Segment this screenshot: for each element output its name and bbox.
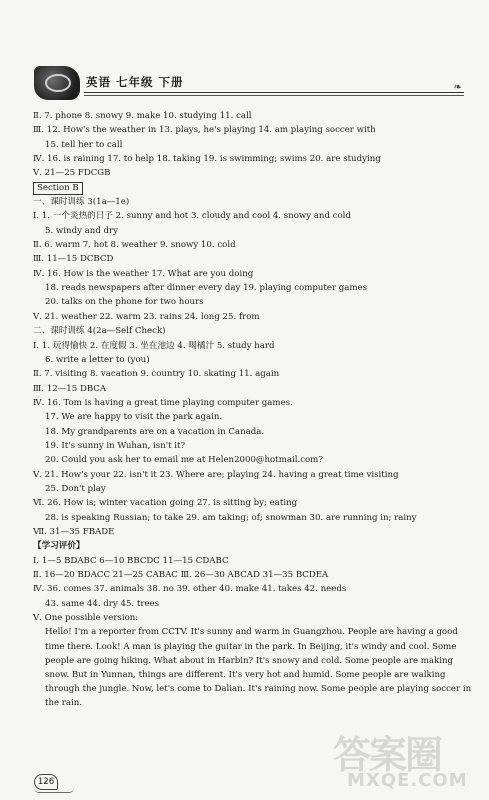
model-passage: Hello! I'm a reporter from CCTV. It's sunny and warm in Guangzhou. People are having a good time there. Look! A man is playing the guitar in the park. In Beijing, it's windy and cool. Some people are going hiking. What about in Harbin? It's snowy and cold. Some people are making snow. But in Yunnan, things are different. It's very hot and humid. Some people are walking through the jungle. Now, let's come to Dalian. It's raining now. Some people are playing soccer in the rain. xyxy=(45,627,472,709)
answer-line: Ⅳ. 16. is raining 17. to help 18. taking 19. is swimming; swims 20. are studying xyxy=(33,154,381,165)
page-number-decoration xyxy=(34,788,74,793)
answer-line: 20. Could you ask her to email me at Helen2000@hotmail.com? xyxy=(45,455,323,466)
answer-line: Ⅲ. 12—15 DBCA xyxy=(33,383,107,394)
answer-line: Ⅵ. 26. How is; winter vacation going 27. is sitting by; eating xyxy=(33,498,298,509)
header-title: 英语 七年级 下册 xyxy=(86,75,184,89)
answer-line: Ⅶ. 31—35 FBADE xyxy=(33,526,115,537)
answer-line: Ⅰ. 1—5 BDABC 6—10 BBCDC 11—15 CDABC xyxy=(33,555,229,566)
answer-line: Ⅴ. 21. How's your 22. isn't it 23. Where are; playing 24. having a great time visiting xyxy=(33,469,399,480)
answer-line: Ⅲ. 11—15 DCBCD xyxy=(33,254,114,265)
section-label: Section B xyxy=(33,182,83,195)
answer-line: 43. same 44. dry 45. trees xyxy=(45,598,160,609)
leaf-ornament-icon: ❧ xyxy=(453,82,462,93)
answer-line: Ⅳ. 36. comes 37. animals 38. no 39. other 40. make 41. takes 42. needs xyxy=(33,584,347,595)
answer-line: 6. write a letter to (you) xyxy=(45,354,150,365)
watermark-logo xyxy=(333,724,483,794)
answer-line: Ⅲ. 12. How's the weather in 13. plays, he's playing 14. am playing soccer with xyxy=(33,125,376,136)
answer-content xyxy=(33,109,473,711)
answer-line: 28. is speaking Russian; to take 29. am taking; of; snowman 30. are running in; rainy xyxy=(45,512,417,523)
answer-line: Ⅳ. 16. How is the weather 17. What are you doing xyxy=(33,268,254,279)
answer-line: 一、课时训练 3(1a—1e) xyxy=(33,197,130,208)
book-emblem-icon xyxy=(34,66,80,100)
answer-line: 18. reads newspapers after dinner every day 19. playing computer games xyxy=(45,283,368,294)
page-number: 126 xyxy=(34,774,58,790)
answer-line: Ⅱ. 16—20 BDACC 21—25 CABAC Ⅲ. 26—30 ABCAD 31—35 BCDEA xyxy=(33,570,329,580)
answer-line: Ⅴ. 21—25 FDCGB xyxy=(33,168,111,179)
answer-line: 二、课时训练 4(2a—Self Check) xyxy=(33,326,166,337)
header-divider xyxy=(84,92,464,93)
answer-line: Ⅴ. One possible version: xyxy=(33,613,139,624)
answer-line: 25. Don't play xyxy=(45,483,106,494)
header-divider-thin xyxy=(84,95,464,96)
answer-line: Ⅳ. 16. Tom is having a great time playing computer games. xyxy=(33,397,293,408)
answer-lines xyxy=(33,109,473,625)
page-header xyxy=(34,64,464,108)
answer-line: 19. It's sunny in Wuhan, isn't it? xyxy=(45,440,186,451)
answer-line: 18. My grandparents are on a vacation in Canada. xyxy=(45,426,265,437)
section-heading xyxy=(33,181,473,195)
watermark-url: MXQE.COM xyxy=(347,770,468,791)
answer-line: Ⅱ. 6. warm 7. hot 8. weather 9. snowy 10. cold xyxy=(33,240,236,251)
watermark-main: 答案圈 xyxy=(333,733,442,777)
answer-line: Ⅰ. 1. 一个炎热的日子 2. sunny and hot 3. cloudy and cool 4. snowy and cold xyxy=(33,211,351,222)
answer-line: Ⅴ. 21. weather 22. warm 23. rains 24. long 25. from xyxy=(33,311,260,322)
answer-line: 【学习评价】 xyxy=(33,541,85,552)
answer-line: 17. We are happy to visit the park again. xyxy=(45,412,223,423)
answer-line: Ⅱ. 7. visiting 8. vacation 9. country 10. skating 11. again xyxy=(33,369,280,380)
answer-line: 15. tell her to call xyxy=(45,139,123,150)
answer-line: Ⅰ. 1. 玩得愉快 2. 在度假 3. 坐在池边 4. 喝橘汁 5. study hard xyxy=(33,340,275,351)
answer-line: Ⅱ. 7. phone 8. snowy 9. make 10. studying 11. call xyxy=(33,111,252,121)
answer-line: 20. talks on the phone for two hours xyxy=(45,297,204,308)
answer-line: 5. windy and dry xyxy=(45,225,119,236)
